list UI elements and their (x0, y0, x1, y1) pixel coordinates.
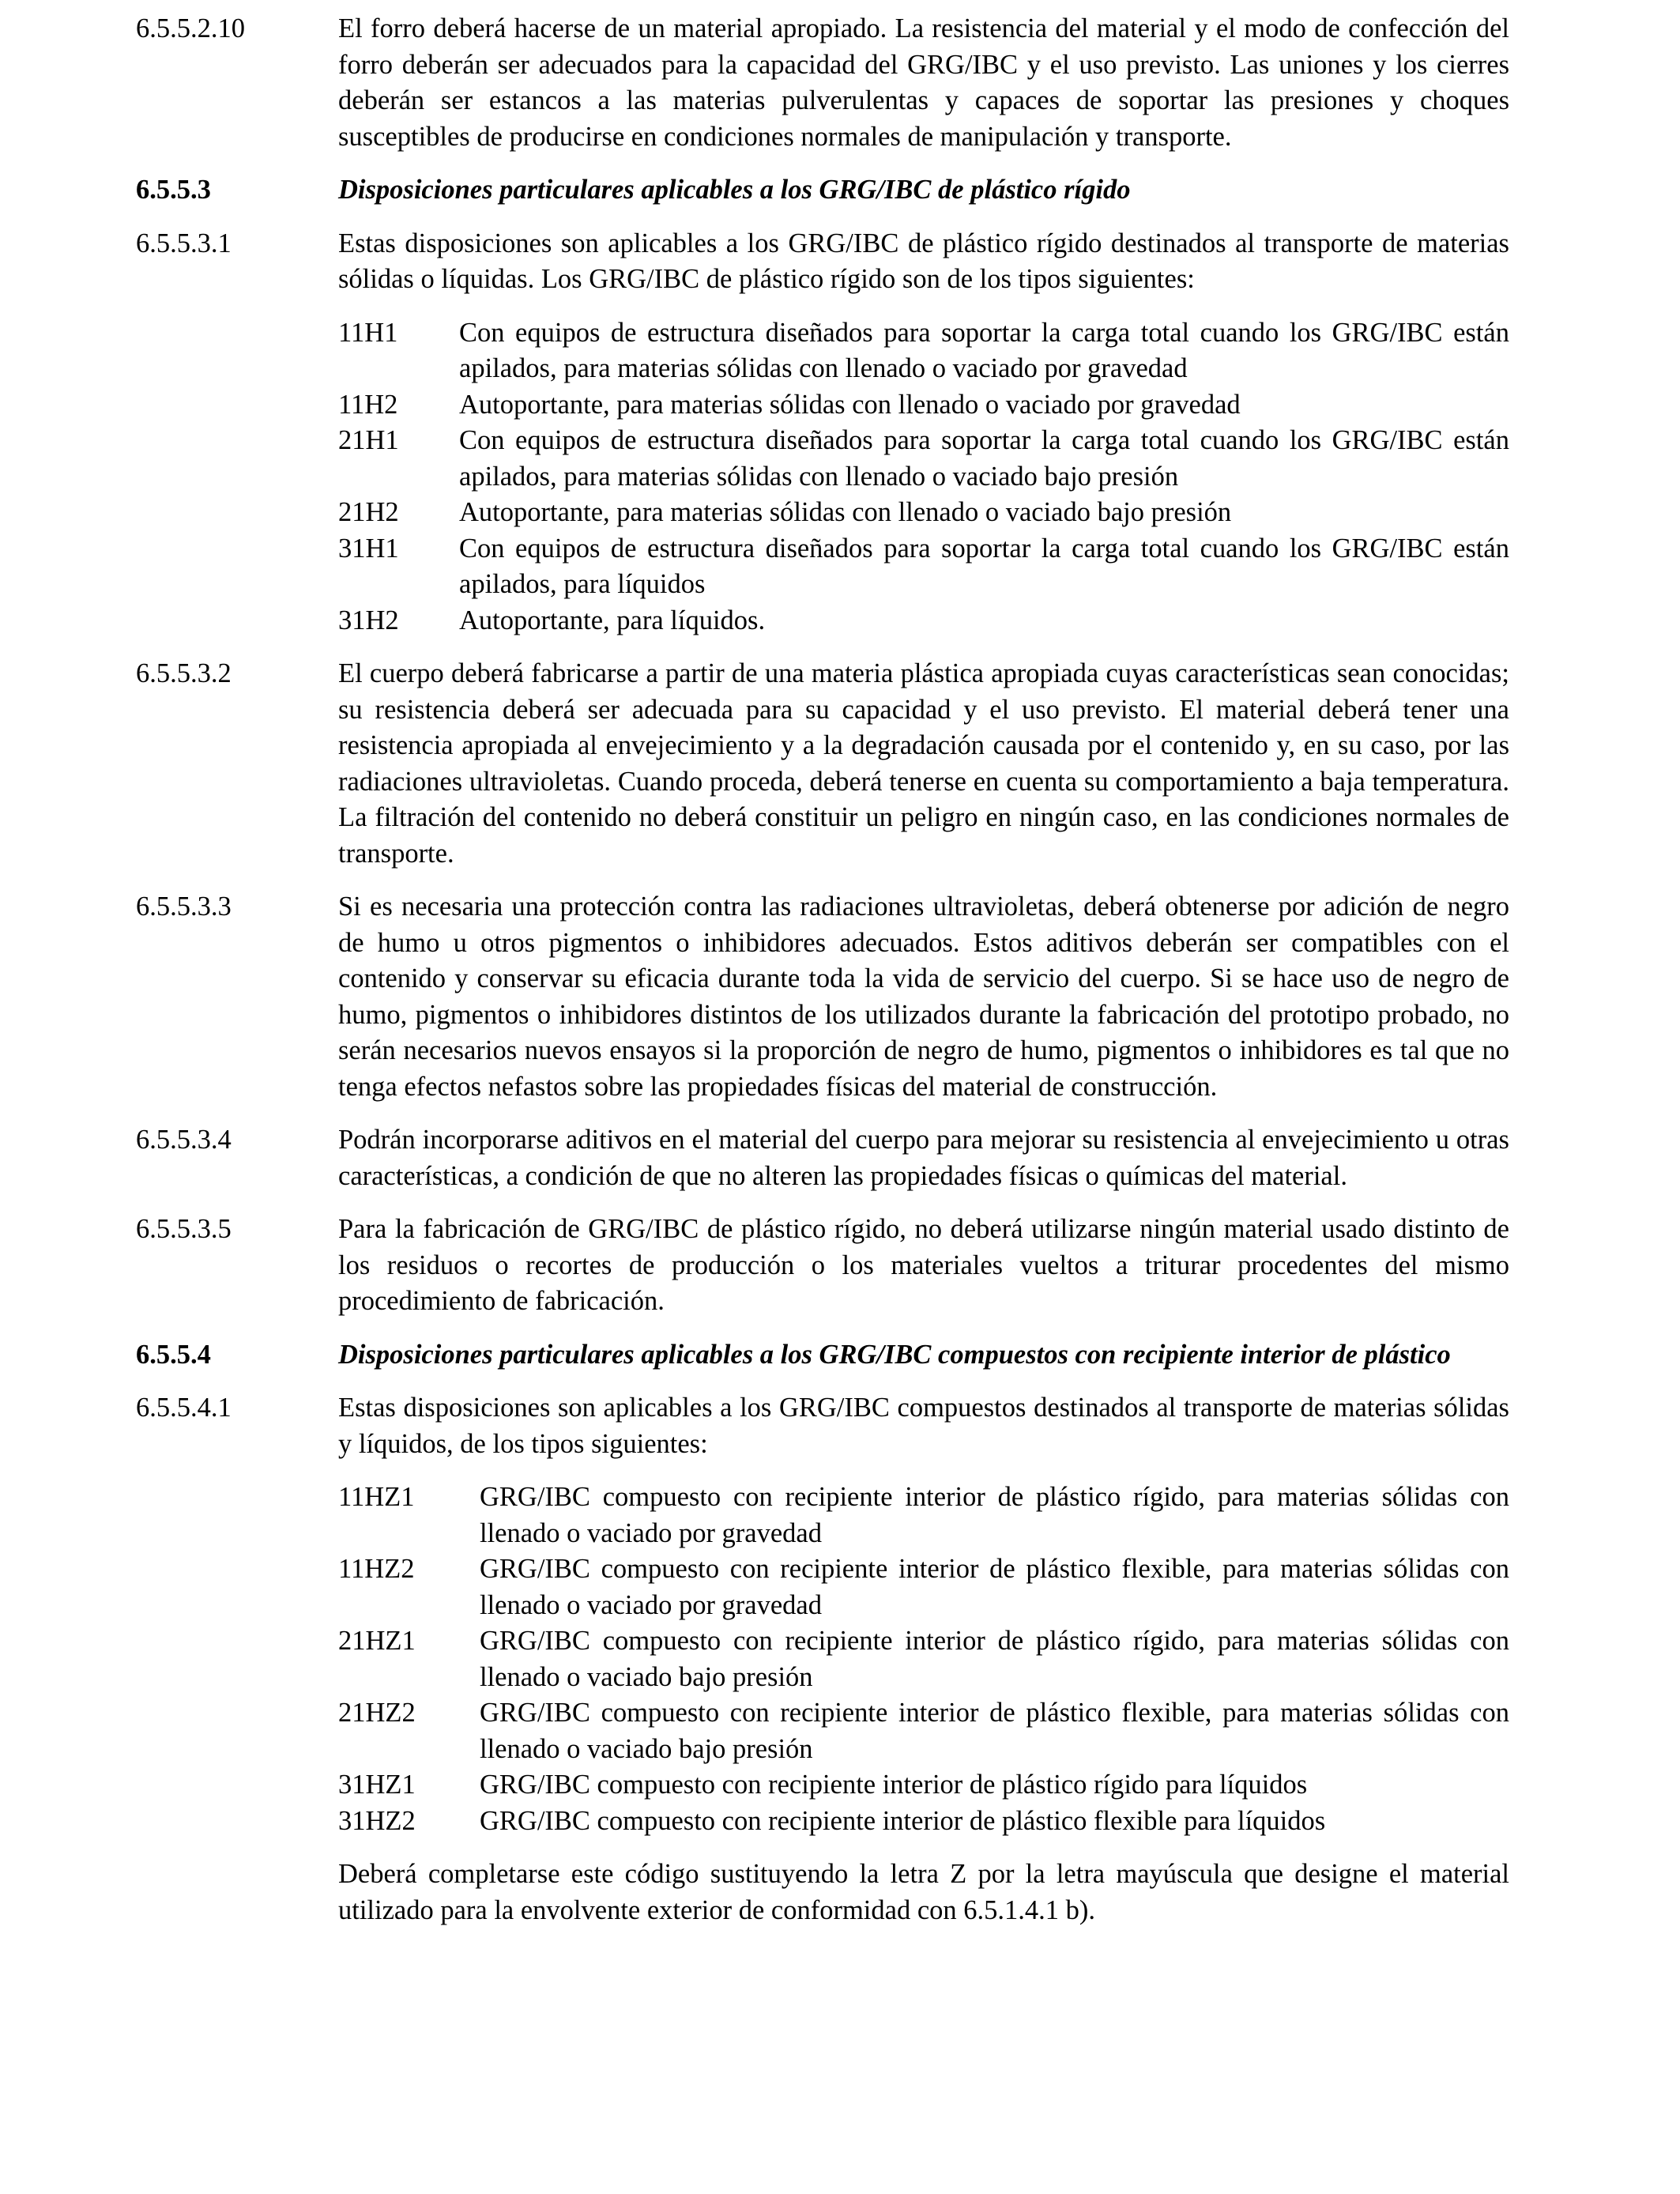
section-number: 6.5.5.3.1 (136, 228, 232, 258)
type-code: 21H1 (338, 425, 399, 455)
section-text: El forro deberá hacerse de un material apropiado. La resistencia del material y el modo de confección del forro deberán ser adecuados para la capacidad del GRG/IBC y el uso previsto. Las uniones y los cierres deberán ser estancos a las materias pulverulentas y capaces de soportar las presiones y choques susceptibles de producirse en condiciones normales de manipulación y transporte. (338, 13, 1509, 152)
list-item (338, 1480, 1509, 1551)
list-item (338, 531, 1509, 603)
section-6-5-5-4 (136, 1337, 1509, 1374)
type-description: Con equipos de estructura diseñados para soportar la carga total cuando los GRG/IBC están apilados, para materias sólidas con llenado o vaciado bajo presión (459, 425, 1509, 492)
type-code: 11H2 (338, 389, 398, 420)
section-text: Estas disposiciones son aplicables a los GRG/IBC compuestos destinados al transporte de materias sólidas y líquidos, de los tipos siguientes: (338, 1393, 1509, 1459)
type-code: 31HZ1 (338, 1770, 416, 1800)
type-code: 21H2 (338, 497, 399, 527)
section-number: 6.5.5.3.5 (136, 1214, 232, 1244)
section-number: 6.5.5.3.4 (136, 1125, 232, 1155)
type-description: Con equipos de estructura diseñados para soportar la carga total cuando los GRG/IBC están apilados, para líquidos (459, 533, 1509, 599)
section-heading: Disposiciones particulares aplicables a los GRG/IBC de plástico rígido (338, 175, 1131, 205)
section-text: Si es necesaria una protección contra las radiaciones ultravioletas, deberá obtenerse por adición de negro de humo u otros pigmentos o inhibidores adecuados. Estos aditivos deberán ser compatibles con el contenido y conservar su eficacia durante toda la vida de servicio del cuerpo. Si se hace uso de negro de humo, pigmentos o inhibidores distintos de los utilizados durante la fabricación del prototipo probado, no serán necesarios nuevos ensayos si la proporción de negro de humo, pigmentos o inhibidores es tal que no tenga efectos nefastos sobre las propiedades físicas del material de construcción. (338, 892, 1509, 1102)
type-description: Autoportante, para materias sólidas con llenado o vaciado bajo presión (459, 497, 1232, 527)
list-item (338, 1695, 1509, 1767)
type-description: Con equipos de estructura diseñados para soportar la carga total cuando los GRG/IBC están apilados, para materias sólidas con llenado o vaciado por gravedad (459, 317, 1509, 383)
section-heading: Disposiciones particulares aplicables a los GRG/IBC compuestos con recipiente interior de plástico (338, 1339, 1451, 1370)
section-6-5-5-2-10 (136, 11, 1509, 155)
type-code: 21HZ1 (338, 1626, 416, 1656)
section-6-5-5-3-2 (136, 656, 1509, 872)
type-description: GRG/IBC compuesto con recipiente interior de plástico flexible, para materias sólidas con llenado o vaciado bajo presión (480, 1698, 1509, 1764)
section-text: El cuerpo deberá fabricarse a partir de una materia plástica apropiada cuyas características sean conocidas; su resistencia deberá ser adecuada para su capacidad y el uso previsto. El material deberá tener una resistencia apropiada al envejecimiento y a la degradación causada por el contenido y, en su caso, por las radiaciones ultravioletas. Cuando proceda, deberá tenerse en cuenta su comportamiento a baja temperatura. La filtración del contenido no deberá constituir un peligro en ningún caso, en las condiciones normales de transporte. (338, 658, 1509, 869)
list-item (338, 423, 1509, 495)
type-description: GRG/IBC compuesto con recipiente interior de plástico rígido, para materias sólidas con llenado o vaciado por gravedad (480, 1482, 1509, 1548)
section-number: 6.5.5.3.2 (136, 658, 232, 688)
type-code: 11H1 (338, 317, 398, 348)
list-item (338, 1551, 1509, 1623)
list-item (338, 1804, 1509, 1840)
type-code: 31H2 (338, 605, 399, 635)
type-code: 21HZ2 (338, 1698, 416, 1728)
type-code: 11HZ1 (338, 1482, 415, 1512)
section-number: 6.5.5.3.3 (136, 892, 232, 922)
type-code: 11HZ2 (338, 1554, 415, 1584)
type-description: Autoportante, para líquidos. (459, 605, 766, 635)
section-number: 6.5.5.2.10 (136, 13, 245, 43)
type-description: GRG/IBC compuesto con recipiente interior de plástico rígido, para materias sólidas con llenado o vaciado bajo presión (480, 1626, 1509, 1692)
section-number: 6.5.5.3 (136, 175, 211, 205)
section-text: Para la fabricación de GRG/IBC de plástico rígido, no deberá utilizarse ningún material usado distinto de los residuos o recortes de producción o los materiales vueltos a triturar procedentes del mismo procedimiento de fabricación. (338, 1214, 1509, 1316)
type-description: GRG/IBC compuesto con recipiente interior de plástico flexible, para materias sólidas con llenado o vaciado por gravedad (480, 1554, 1509, 1620)
type-code: 31H1 (338, 533, 399, 564)
section-text: Estas disposiciones son aplicables a los GRG/IBC de plástico rígido destinados al transporte de materias sólidas o líquidas. Los GRG/IBC de plástico rígido son de los tipos siguientes: (338, 228, 1509, 294)
list-item (338, 603, 1509, 639)
type-code: 31HZ2 (338, 1805, 416, 1836)
list-item (338, 495, 1509, 531)
section-6-5-5-4-1 (136, 1390, 1509, 1928)
document-page (136, 11, 1509, 1928)
section-6-5-5-3-3 (136, 889, 1509, 1105)
section-number: 6.5.5.4.1 (136, 1393, 232, 1423)
section-number: 6.5.5.4 (136, 1339, 211, 1370)
list-item (338, 387, 1509, 424)
list-item (338, 315, 1509, 387)
type-list (338, 1480, 1509, 1839)
type-description: GRG/IBC compuesto con recipiente interior de plástico rígido para líquidos (480, 1770, 1308, 1800)
section-6-5-5-3-5 (136, 1212, 1509, 1320)
section-note: Deberá completarse este código sustituyendo la letra Z por la letra mayúscula que designe el material utilizado para la envolvente exterior de conformidad con 6.5.1.4.1 b). (338, 1859, 1509, 1925)
type-description: GRG/IBC compuesto con recipiente interior de plástico flexible para líquidos (480, 1805, 1326, 1836)
list-item (338, 1623, 1509, 1695)
type-list (338, 315, 1509, 639)
list-item (338, 1767, 1509, 1804)
section-6-5-5-3-4 (136, 1122, 1509, 1194)
section-text: Podrán incorporarse aditivos en el material del cuerpo para mejorar su resistencia al envejecimiento u otras características, a condición de que no alteren las propiedades físicas o químicas del material. (338, 1125, 1509, 1191)
section-6-5-5-3-1 (136, 226, 1509, 639)
type-description: Autoportante, para materias sólidas con llenado o vaciado por gravedad (459, 389, 1241, 420)
section-6-5-5-3 (136, 172, 1509, 209)
